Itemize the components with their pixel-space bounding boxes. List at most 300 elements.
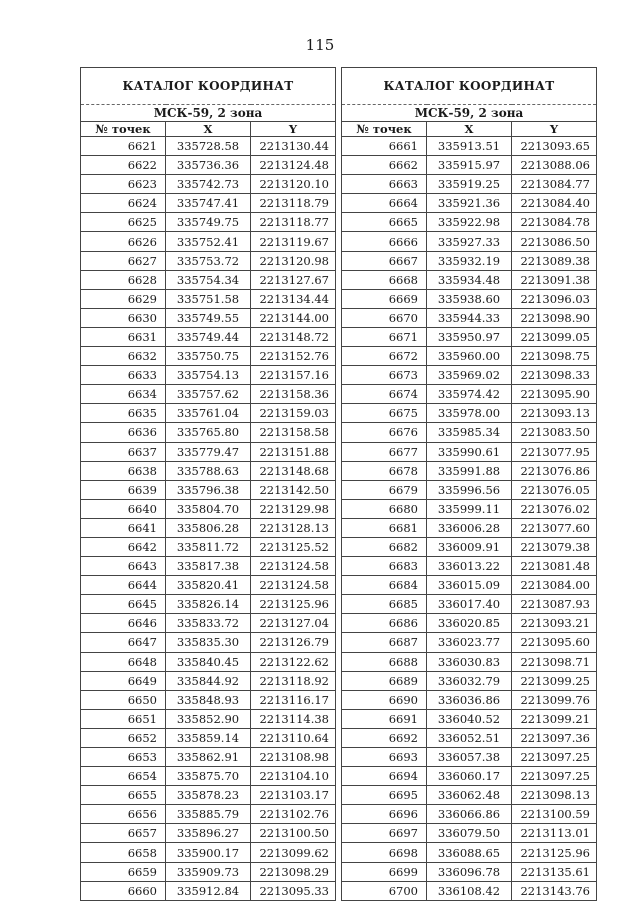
- x-coordinate-cell: 335974.42: [427, 385, 512, 404]
- x-coordinate-cell: 335996.56: [427, 480, 512, 499]
- table-row: [342, 652, 597, 671]
- x-coordinate-cell: 335788.63: [166, 461, 251, 480]
- table-row: [342, 576, 597, 595]
- x-coordinate-cell: 335985.34: [427, 423, 512, 442]
- table-row: [81, 690, 336, 709]
- x-coordinate-cell: 335750.75: [166, 347, 251, 366]
- x-coordinate-cell: 335960.00: [427, 347, 512, 366]
- y-coordinate-cell: 2213096.03: [512, 289, 597, 308]
- y-coordinate-cell: 2213119.67: [251, 232, 336, 251]
- x-coordinate-cell: 335938.60: [427, 289, 512, 308]
- coordinate-catalog-left: [80, 67, 336, 901]
- point-number-cell: 6624: [81, 194, 166, 213]
- table-row: [342, 232, 597, 251]
- y-coordinate-cell: 2213100.50: [251, 824, 336, 843]
- y-coordinate-cell: 2213084.77: [512, 175, 597, 194]
- y-coordinate-cell: 2213157.16: [251, 366, 336, 385]
- x-coordinate-cell: 336030.83: [427, 652, 512, 671]
- table-row: [81, 767, 336, 786]
- table-row: [342, 805, 597, 824]
- x-coordinate-cell: 336023.77: [427, 633, 512, 652]
- y-coordinate-cell: 2213125.96: [512, 843, 597, 862]
- x-coordinate-cell: 335754.34: [166, 270, 251, 289]
- point-number-cell: 6654: [81, 767, 166, 786]
- point-number-cell: 6679: [342, 480, 427, 499]
- x-coordinate-cell: 335817.38: [166, 557, 251, 576]
- y-coordinate-cell: 2213108.98: [251, 748, 336, 767]
- table-row: [81, 576, 336, 595]
- y-coordinate-cell: 2213086.50: [512, 232, 597, 251]
- point-number-cell: 6653: [81, 748, 166, 767]
- x-coordinate-cell: 335844.92: [166, 671, 251, 690]
- y-coordinate-cell: 2213135.61: [512, 862, 597, 881]
- y-coordinate-cell: 2213127.04: [251, 614, 336, 633]
- table-row: [81, 614, 336, 633]
- x-coordinate-cell: 335728.58: [166, 137, 251, 156]
- table-row: [81, 194, 336, 213]
- x-coordinate-cell: 335919.25: [427, 175, 512, 194]
- x-coordinate-cell: 336009.91: [427, 537, 512, 556]
- table-row: [81, 347, 336, 366]
- table-row: [81, 251, 336, 270]
- y-coordinate-cell: 2213127.67: [251, 270, 336, 289]
- x-coordinate-cell: 336020.85: [427, 614, 512, 633]
- point-number-cell: 6669: [342, 289, 427, 308]
- x-coordinate-cell: 335796.38: [166, 480, 251, 499]
- x-coordinate-cell: 335969.02: [427, 366, 512, 385]
- point-number-cell: 6634: [81, 385, 166, 404]
- x-coordinate-cell: 335999.11: [427, 499, 512, 518]
- catalog-title: КАТАЛОГ КООРДИНАТ: [81, 68, 336, 105]
- x-coordinate-cell: 335820.41: [166, 576, 251, 595]
- table-row: [342, 843, 597, 862]
- x-coordinate-cell: 336006.28: [427, 518, 512, 537]
- x-coordinate-cell: 336052.51: [427, 728, 512, 747]
- point-number-cell: 6635: [81, 404, 166, 423]
- point-number-cell: 6636: [81, 423, 166, 442]
- y-coordinate-cell: 2213093.13: [512, 404, 597, 423]
- table-row: [342, 862, 597, 881]
- table-row: [342, 557, 597, 576]
- point-number-cell: 6621: [81, 137, 166, 156]
- x-coordinate-cell: 335912.84: [166, 881, 251, 900]
- point-number-cell: 6661: [342, 137, 427, 156]
- x-coordinate-cell: 335852.90: [166, 709, 251, 728]
- point-number-cell: 6644: [81, 576, 166, 595]
- point-number-cell: 6656: [81, 805, 166, 824]
- point-number-cell: 6649: [81, 671, 166, 690]
- table-row: [342, 366, 597, 385]
- table-row: [342, 251, 597, 270]
- coordinate-table: [80, 67, 336, 901]
- x-coordinate-cell: 335848.93: [166, 690, 251, 709]
- y-coordinate-cell: 2213098.13: [512, 786, 597, 805]
- table-row: [342, 137, 597, 156]
- x-coordinate-cell: 335991.88: [427, 461, 512, 480]
- y-coordinate-cell: 2213128.13: [251, 518, 336, 537]
- table-row: [81, 557, 336, 576]
- table-row: [342, 786, 597, 805]
- table-row: [81, 213, 336, 232]
- y-coordinate-cell: 2213158.58: [251, 423, 336, 442]
- header-point-number: № точек: [342, 122, 427, 137]
- y-coordinate-cell: 2213084.40: [512, 194, 597, 213]
- table-row: [342, 633, 597, 652]
- y-coordinate-cell: 2213098.29: [251, 862, 336, 881]
- point-number-cell: 6632: [81, 347, 166, 366]
- y-coordinate-cell: 2213079.38: [512, 537, 597, 556]
- y-coordinate-cell: 2213098.71: [512, 652, 597, 671]
- table-row: [81, 175, 336, 194]
- y-coordinate-cell: 2213083.50: [512, 423, 597, 442]
- y-coordinate-cell: 2213084.00: [512, 576, 597, 595]
- x-coordinate-cell: 335875.70: [166, 767, 251, 786]
- point-number-cell: 6680: [342, 499, 427, 518]
- point-number-cell: 6672: [342, 347, 427, 366]
- x-coordinate-cell: 335826.14: [166, 595, 251, 614]
- table-row: [342, 213, 597, 232]
- y-coordinate-cell: 2213122.62: [251, 652, 336, 671]
- x-coordinate-cell: 335754.13: [166, 366, 251, 385]
- x-coordinate-cell: 335990.61: [427, 442, 512, 461]
- x-coordinate-cell: 335859.14: [166, 728, 251, 747]
- table-row: [342, 270, 597, 289]
- table-row: [342, 347, 597, 366]
- y-coordinate-cell: 2213148.68: [251, 461, 336, 480]
- header-x: X: [427, 122, 512, 137]
- y-coordinate-cell: 2213129.98: [251, 499, 336, 518]
- table-row: [342, 671, 597, 690]
- x-coordinate-cell: 335862.91: [166, 748, 251, 767]
- coordinate-catalog-right: [341, 67, 597, 901]
- y-coordinate-cell: 2213120.10: [251, 175, 336, 194]
- point-number-cell: 6677: [342, 442, 427, 461]
- y-coordinate-cell: 2213104.10: [251, 767, 336, 786]
- x-coordinate-cell: 335747.41: [166, 194, 251, 213]
- table-row: [342, 175, 597, 194]
- y-coordinate-cell: 2213077.60: [512, 518, 597, 537]
- point-number-cell: 6657: [81, 824, 166, 843]
- x-coordinate-cell: 336060.17: [427, 767, 512, 786]
- point-number-cell: 6629: [81, 289, 166, 308]
- point-number-cell: 6640: [81, 499, 166, 518]
- coordinate-table: [341, 67, 597, 901]
- x-coordinate-cell: 335749.44: [166, 327, 251, 346]
- y-coordinate-cell: 2213084.78: [512, 213, 597, 232]
- y-coordinate-cell: 2213148.72: [251, 327, 336, 346]
- y-coordinate-cell: 2213099.05: [512, 327, 597, 346]
- y-coordinate-cell: 2213099.21: [512, 709, 597, 728]
- y-coordinate-cell: 2213118.77: [251, 213, 336, 232]
- coordinate-system-zone: МСК-59, 2 зона: [342, 105, 597, 122]
- y-coordinate-cell: 2213091.38: [512, 270, 597, 289]
- x-coordinate-cell: 336036.86: [427, 690, 512, 709]
- table-row: [342, 499, 597, 518]
- table-row: [81, 595, 336, 614]
- y-coordinate-cell: 2213118.79: [251, 194, 336, 213]
- x-coordinate-cell: 335909.73: [166, 862, 251, 881]
- table-row: [342, 824, 597, 843]
- x-coordinate-cell: 335927.33: [427, 232, 512, 251]
- point-number-cell: 6652: [81, 728, 166, 747]
- table-row: [81, 786, 336, 805]
- catalog-title: КАТАЛОГ КООРДИНАТ: [342, 68, 597, 105]
- point-number-cell: 6675: [342, 404, 427, 423]
- x-coordinate-cell: 336013.22: [427, 557, 512, 576]
- point-number-cell: 6673: [342, 366, 427, 385]
- y-coordinate-cell: 2213098.75: [512, 347, 597, 366]
- y-coordinate-cell: 2213158.36: [251, 385, 336, 404]
- point-number-cell: 6641: [81, 518, 166, 537]
- x-coordinate-cell: 336032.79: [427, 671, 512, 690]
- point-number-cell: 6685: [342, 595, 427, 614]
- header-y: Y: [251, 122, 336, 137]
- header-y: Y: [512, 122, 597, 137]
- y-coordinate-cell: 2213130.44: [251, 137, 336, 156]
- table-row: [81, 518, 336, 537]
- point-number-cell: 6670: [342, 308, 427, 327]
- point-number-cell: 6642: [81, 537, 166, 556]
- y-coordinate-cell: 2213099.76: [512, 690, 597, 709]
- table-row: [81, 423, 336, 442]
- x-coordinate-cell: 335900.17: [166, 843, 251, 862]
- x-coordinate-cell: 335950.97: [427, 327, 512, 346]
- point-number-cell: 6667: [342, 251, 427, 270]
- point-number-cell: 6683: [342, 557, 427, 576]
- table-row: [81, 748, 336, 767]
- y-coordinate-cell: 2213124.58: [251, 557, 336, 576]
- y-coordinate-cell: 2213097.36: [512, 728, 597, 747]
- x-coordinate-cell: 335749.55: [166, 308, 251, 327]
- y-coordinate-cell: 2213081.48: [512, 557, 597, 576]
- point-number-cell: 6663: [342, 175, 427, 194]
- point-number-cell: 6660: [81, 881, 166, 900]
- y-coordinate-cell: 2213077.95: [512, 442, 597, 461]
- x-coordinate-cell: 335749.75: [166, 213, 251, 232]
- table-row: [81, 289, 336, 308]
- point-number-cell: 6681: [342, 518, 427, 537]
- y-coordinate-cell: 2213076.02: [512, 499, 597, 518]
- x-coordinate-cell: 335779.47: [166, 442, 251, 461]
- point-number-cell: 6695: [342, 786, 427, 805]
- y-coordinate-cell: 2213095.33: [251, 881, 336, 900]
- y-coordinate-cell: 2213159.03: [251, 404, 336, 423]
- x-coordinate-cell: 336057.38: [427, 748, 512, 767]
- table-row: [342, 289, 597, 308]
- x-coordinate-cell: 336017.40: [427, 595, 512, 614]
- point-number-cell: 6694: [342, 767, 427, 786]
- point-number-cell: 6622: [81, 156, 166, 175]
- table-row: [81, 366, 336, 385]
- point-number-cell: 6630: [81, 308, 166, 327]
- point-number-cell: 6696: [342, 805, 427, 824]
- table-row: [342, 595, 597, 614]
- x-coordinate-cell: 335736.36: [166, 156, 251, 175]
- x-coordinate-cell: 335742.73: [166, 175, 251, 194]
- point-number-cell: 6627: [81, 251, 166, 270]
- point-number-cell: 6655: [81, 786, 166, 805]
- point-number-cell: 6690: [342, 690, 427, 709]
- y-coordinate-cell: 2213144.00: [251, 308, 336, 327]
- table-row: [81, 824, 336, 843]
- table-row: [342, 404, 597, 423]
- x-coordinate-cell: 335921.36: [427, 194, 512, 213]
- table-row: [342, 308, 597, 327]
- page-number: 115: [305, 36, 335, 54]
- point-number-cell: 6674: [342, 385, 427, 404]
- point-number-cell: 6700: [342, 881, 427, 900]
- y-coordinate-cell: 2213143.76: [512, 881, 597, 900]
- y-coordinate-cell: 2213152.76: [251, 347, 336, 366]
- point-number-cell: 6623: [81, 175, 166, 194]
- point-number-cell: 6658: [81, 843, 166, 862]
- y-coordinate-cell: 2213116.17: [251, 690, 336, 709]
- point-number-cell: 6688: [342, 652, 427, 671]
- y-coordinate-cell: 2213100.59: [512, 805, 597, 824]
- point-number-cell: 6665: [342, 213, 427, 232]
- y-coordinate-cell: 2213120.98: [251, 251, 336, 270]
- table-row: [342, 614, 597, 633]
- point-number-cell: 6682: [342, 537, 427, 556]
- x-coordinate-cell: 335835.30: [166, 633, 251, 652]
- y-coordinate-cell: 2213076.86: [512, 461, 597, 480]
- point-number-cell: 6625: [81, 213, 166, 232]
- point-number-cell: 6692: [342, 728, 427, 747]
- table-row: [342, 442, 597, 461]
- x-coordinate-cell: 335840.45: [166, 652, 251, 671]
- x-coordinate-cell: 335922.98: [427, 213, 512, 232]
- table-row: [81, 728, 336, 747]
- table-row: [81, 232, 336, 251]
- table-row: [342, 423, 597, 442]
- x-coordinate-cell: 335885.79: [166, 805, 251, 824]
- point-number-cell: 6637: [81, 442, 166, 461]
- table-row: [81, 805, 336, 824]
- point-number-cell: 6647: [81, 633, 166, 652]
- point-number-cell: 6631: [81, 327, 166, 346]
- x-coordinate-cell: 335913.51: [427, 137, 512, 156]
- table-row: [81, 461, 336, 480]
- x-coordinate-cell: 336088.65: [427, 843, 512, 862]
- point-number-cell: 6698: [342, 843, 427, 862]
- point-number-cell: 6639: [81, 480, 166, 499]
- x-coordinate-cell: 336096.78: [427, 862, 512, 881]
- table-row: [81, 652, 336, 671]
- y-coordinate-cell: 2213126.79: [251, 633, 336, 652]
- x-coordinate-cell: 336108.42: [427, 881, 512, 900]
- table-row: [81, 709, 336, 728]
- table-row: [342, 461, 597, 480]
- y-coordinate-cell: 2213095.60: [512, 633, 597, 652]
- y-coordinate-cell: 2213142.50: [251, 480, 336, 499]
- table-row: [81, 404, 336, 423]
- point-number-cell: 6650: [81, 690, 166, 709]
- x-coordinate-cell: 336079.50: [427, 824, 512, 843]
- y-coordinate-cell: 2213125.96: [251, 595, 336, 614]
- point-number-cell: 6684: [342, 576, 427, 595]
- table-row: [342, 767, 597, 786]
- coordinate-system-zone: МСК-59, 2 зона: [81, 105, 336, 122]
- x-coordinate-cell: 335751.58: [166, 289, 251, 308]
- x-coordinate-cell: 335806.28: [166, 518, 251, 537]
- point-number-cell: 6643: [81, 557, 166, 576]
- y-coordinate-cell: 2213087.93: [512, 595, 597, 614]
- table-row: [342, 537, 597, 556]
- table-row: [81, 156, 336, 175]
- x-coordinate-cell: 335757.62: [166, 385, 251, 404]
- x-coordinate-cell: 336062.48: [427, 786, 512, 805]
- table-row: [81, 671, 336, 690]
- table-row: [81, 327, 336, 346]
- x-coordinate-cell: 335765.80: [166, 423, 251, 442]
- table-row: [81, 881, 336, 900]
- x-coordinate-cell: 335753.72: [166, 251, 251, 270]
- y-coordinate-cell: 2213098.33: [512, 366, 597, 385]
- table-row: [81, 633, 336, 652]
- y-coordinate-cell: 2213124.58: [251, 576, 336, 595]
- point-number-cell: 6671: [342, 327, 427, 346]
- table-row: [81, 137, 336, 156]
- y-coordinate-cell: 2213114.38: [251, 709, 336, 728]
- point-number-cell: 6648: [81, 652, 166, 671]
- y-coordinate-cell: 2213093.65: [512, 137, 597, 156]
- table-row: [81, 862, 336, 881]
- table-row: [342, 518, 597, 537]
- point-number-cell: 6645: [81, 595, 166, 614]
- table-row: [342, 709, 597, 728]
- table-row: [342, 156, 597, 175]
- point-number-cell: 6689: [342, 671, 427, 690]
- y-coordinate-cell: 2213103.17: [251, 786, 336, 805]
- y-coordinate-cell: 2213095.90: [512, 385, 597, 404]
- y-coordinate-cell: 2213093.21: [512, 614, 597, 633]
- table-row: [342, 327, 597, 346]
- table-row: [81, 537, 336, 556]
- point-number-cell: 6659: [81, 862, 166, 881]
- x-coordinate-cell: 335934.48: [427, 270, 512, 289]
- y-coordinate-cell: 2213110.64: [251, 728, 336, 747]
- y-coordinate-cell: 2213098.90: [512, 308, 597, 327]
- point-number-cell: 6633: [81, 366, 166, 385]
- header-x: X: [166, 122, 251, 137]
- y-coordinate-cell: 2213125.52: [251, 537, 336, 556]
- point-number-cell: 6676: [342, 423, 427, 442]
- point-number-cell: 6628: [81, 270, 166, 289]
- point-number-cell: 6697: [342, 824, 427, 843]
- point-number-cell: 6699: [342, 862, 427, 881]
- x-coordinate-cell: 336066.86: [427, 805, 512, 824]
- table-row: [81, 480, 336, 499]
- point-number-cell: 6638: [81, 461, 166, 480]
- point-number-cell: 6646: [81, 614, 166, 633]
- table-row: [81, 385, 336, 404]
- point-number-cell: 6668: [342, 270, 427, 289]
- point-number-cell: 6626: [81, 232, 166, 251]
- y-coordinate-cell: 2213099.25: [512, 671, 597, 690]
- x-coordinate-cell: 335811.72: [166, 537, 251, 556]
- x-coordinate-cell: 336040.52: [427, 709, 512, 728]
- table-row: [81, 843, 336, 862]
- y-coordinate-cell: 2213088.06: [512, 156, 597, 175]
- point-number-cell: 6662: [342, 156, 427, 175]
- point-number-cell: 6678: [342, 461, 427, 480]
- point-number-cell: 6664: [342, 194, 427, 213]
- table-row: [81, 270, 336, 289]
- y-coordinate-cell: 2213151.88: [251, 442, 336, 461]
- x-coordinate-cell: 335896.27: [166, 824, 251, 843]
- x-coordinate-cell: 336015.09: [427, 576, 512, 595]
- y-coordinate-cell: 2213076.05: [512, 480, 597, 499]
